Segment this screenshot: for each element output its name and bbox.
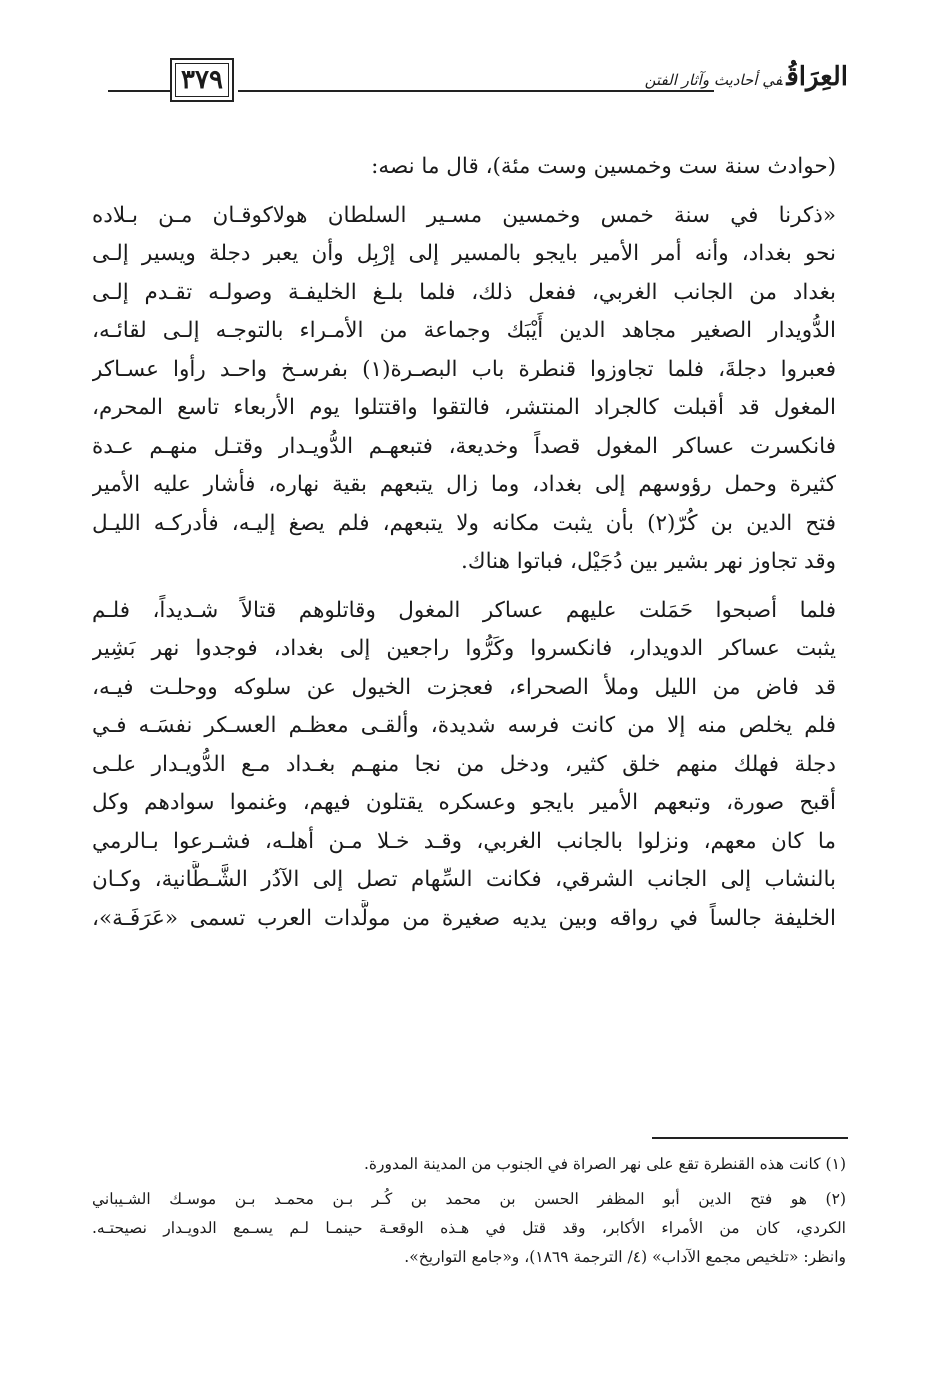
text-line: قد فاض من الليل وملأ الصحراء، فعجزت الخيول عن سلوكه ووحلـت فيـه، bbox=[92, 674, 836, 700]
footnote-line: (٢) هو فتح الدين أبو المظفر الحسن بن محمد بن كُـر بـن محمـد بـن موسـك الشـيباني bbox=[92, 1190, 846, 1208]
text-line: بغداد من الجانب الغربي، ففعل ذلك، فلما بلـغ الخليفـة وصولـه تقـدم إلـى bbox=[92, 279, 836, 305]
text-line: فعبروا دجلةَ، فلما تجاوزوا قنطرة باب البصـرة(١) بفرسـخ واحـد رأوا عسـاكر bbox=[92, 356, 836, 382]
page-number: ٣٧٩ bbox=[181, 65, 223, 95]
footnote-line: الكردي، كان من الأمراء الأكابر، وقد قتل في هـذه الوقعـة حينمـا لـم يسـمع الدويـدار نصيحتـه. bbox=[92, 1219, 846, 1237]
text-line: الخليفة جالساً في رواقه وبين يديه صغيرة من مولَّدات العرب تسمى «عَرَفَـة»، bbox=[92, 905, 836, 931]
footnotes bbox=[92, 1150, 846, 1272]
text-line: الدُّويدار الصغير مجاهد الدين أَيْبَك وجماعة من الأمـراء بالتوجـه إلـى لقائـه، bbox=[92, 318, 836, 343]
text-line: فتح الدين بن كُرّ(٢) بأن يثبت مكانه ولا يتبعهم، فلم يصغ إليـه، فأدركـه الليـل bbox=[92, 510, 836, 536]
text-line: ما كان معهم، ونزلوا بالجانب الغربي، وقـد خـلا مـن أهلـه، فشـرعوا بـالرمي bbox=[92, 828, 836, 854]
book-subtitle: في أحاديث وآثار الفتن bbox=[644, 71, 783, 89]
book-title: العِرَاقُ bbox=[786, 62, 848, 92]
page-number-box bbox=[170, 58, 234, 102]
text-line: يثبت عساكر الدويدار، فانكسروا وكَرُّوا راجعين إلى بغداد، فوجدوا نهر بَشِير bbox=[92, 636, 836, 661]
text-line: (حوادث سنة ست وخمسين وست مئة)، قال ما نصه: bbox=[371, 154, 836, 179]
text-line: أقبح صورة، وتبعهم الأمير بايجو وعسكره يقتلون فيهم، وغنموا سوادهم وكل bbox=[92, 790, 836, 815]
text-line: فلما أصبحوا حَمَلت عليهم عساكر المغول وقاتلوهم قتالاً شـديداً، فلـم bbox=[92, 597, 836, 623]
text-line: دجلة فهلك منهم خلق كثير، ودخل من نجا منهـم بغـداد مـع الدُّويـدار علـى bbox=[92, 751, 836, 777]
running-header bbox=[108, 50, 848, 110]
main-text bbox=[92, 148, 836, 938]
footnote-separator bbox=[652, 1137, 848, 1139]
text-line: المغول قد أقبلت كالجراد المنتشر، فالتقوا واقتتلوا يوم الأربعاء تاسع المحرم، bbox=[92, 395, 836, 420]
header-rule-right bbox=[238, 90, 714, 92]
text-line: كثيرة وحمل رؤوسهم إلى بغداد، وما زال يتبعهم بقية نهاره، فأشار عليه الأمير bbox=[92, 472, 836, 497]
text-line: فلم يخلص منه إلا من كانت فرسه شديدة، وألقـى معظـم العسـكر نفسَـه فـي bbox=[92, 713, 836, 738]
text-line: نحو بغداد، وأنه أمر الأمير بايجو بالمسير إلى إرْبِل وأن يعبر دجلة ويسير إلـى bbox=[92, 241, 836, 266]
header-rule-left bbox=[108, 90, 170, 92]
footnote-line: وانظر: «تلخيص مجمع الآداب» (٤/ الترجمة ١٨٦٩)، و«جامع التواريخ». bbox=[404, 1248, 846, 1266]
text-line: وقد تجاوز نهر بشير بين دُجَيْل، فباتوا هناك. bbox=[461, 549, 836, 574]
text-line: بالنشاب إلى الجانب الشرقي، فكانت السِّهام تصل إلى الآدُر الشَّـطَّانية، وكـان bbox=[92, 867, 836, 892]
footnote-line: (١) كانت هذه القنطرة تقع على نهر الصراة في الجنوب من المدينة المدورة. bbox=[363, 1155, 846, 1173]
text-line: فانكسرت عساكر المغول قصداً وخديعة، فتبعهـم الدُّويـدار وقتـل منهـم عـدة bbox=[92, 433, 836, 459]
running-title bbox=[645, 62, 848, 92]
text-line: «ذكرنا في سنة خمس وخمسين مسـير السلطان هولاكوقـان مـن بـلاده bbox=[92, 202, 836, 228]
